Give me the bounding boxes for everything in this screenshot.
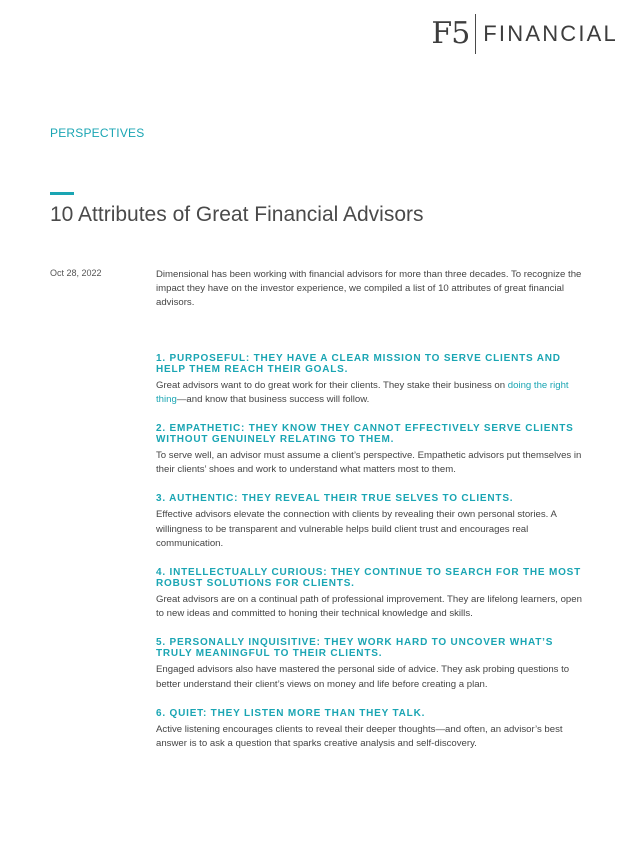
article-content bbox=[156, 268, 586, 767]
section-body bbox=[156, 379, 586, 407]
section-body: Engaged advisors also have mastered the personal side of advice. They ask probing questions to better understand their client’s views on money and life before creating a plan. bbox=[156, 664, 570, 690]
attribute-section bbox=[156, 637, 586, 691]
section-body: To serve well, an advisor must assume a client’s perspective. Empathetic advisors put themselves in their clients’ shoes and work to understand what matters most to them. bbox=[156, 450, 582, 476]
section-heading: 4. INTELLECTUALLY CURIOUS: THEY CONTINUE TO SEARCH FOR THE MOST ROBUST SOLUTIONS FOR CLIENTS. bbox=[156, 567, 582, 590]
section-body-text: Great advisors want to do great work for their clients. They stake their business on bbox=[156, 379, 508, 391]
publish-date: Oct 28, 2022 bbox=[50, 268, 102, 278]
attribute-section bbox=[156, 353, 586, 407]
doing-the-right-thing-link[interactable]: doing the right thing bbox=[156, 379, 569, 405]
section-body-text: —and know that business success will follow. bbox=[176, 393, 370, 405]
attribute-section bbox=[156, 708, 586, 751]
f5-financial-logo bbox=[431, 14, 618, 54]
attribute-section bbox=[156, 493, 586, 551]
attribute-section bbox=[156, 423, 586, 477]
logo-mark: F5 bbox=[431, 16, 470, 51]
logo-wordmark: FINANCIAL bbox=[483, 21, 618, 46]
section-heading: 3. AUTHENTIC: THEY REVEAL THEIR TRUE SELVES TO CLIENTS. bbox=[156, 493, 514, 505]
attributes-list bbox=[156, 353, 586, 752]
section-heading: 2. EMPATHETIC: THEY KNOW THEY CANNOT EFFECTIVELY SERVE CLIENTS WITHOUT GENUINELY RELATING TO THEM. bbox=[156, 423, 574, 446]
title-accent-bar bbox=[50, 192, 74, 195]
page-title: 10 Attributes of Great Financial Advisors bbox=[50, 203, 424, 226]
intro-paragraph: Dimensional has been working with financial advisors for more than three decades. To recognize the impact they have on the investor experience, we compiled a list of 10 attributes of great financial advisors. bbox=[156, 269, 582, 309]
section-body: Effective advisors elevate the connection with clients by revealing their own personal stories. A willingness to be transparent and vulnerable helps build client trust and encourages real communication. bbox=[156, 509, 557, 549]
logo-divider bbox=[475, 14, 476, 54]
attribute-section bbox=[156, 567, 586, 621]
section-body: Active listening encourages clients to reveal their deeper thoughts—and often, an advisor’s best answer is to ask a question that sparks creative analysis and self-discovery. bbox=[156, 723, 563, 750]
category-label[interactable]: PERSPECTIVES bbox=[50, 126, 145, 140]
section-heading: 5. PERSONALLY INQUISITIVE: THEY WORK HARD TO UNCOVER WHAT’S TRULY MEANINGFUL TO THEIR CLIENTS. bbox=[156, 637, 554, 660]
section-body: Great advisors are on a continual path of professional improvement. They are lifelong learners, open to new ideas and committed to honing their technical knowledge and skills. bbox=[156, 594, 582, 620]
section-heading: 1. PURPOSEFUL: THEY HAVE A CLEAR MISSION TO SERVE CLIENTS AND HELP THEM REACH THEIR GOALS. bbox=[156, 352, 561, 375]
section-heading: 6. QUIET: THEY LISTEN MORE THAN THEY TALK. bbox=[156, 707, 426, 719]
